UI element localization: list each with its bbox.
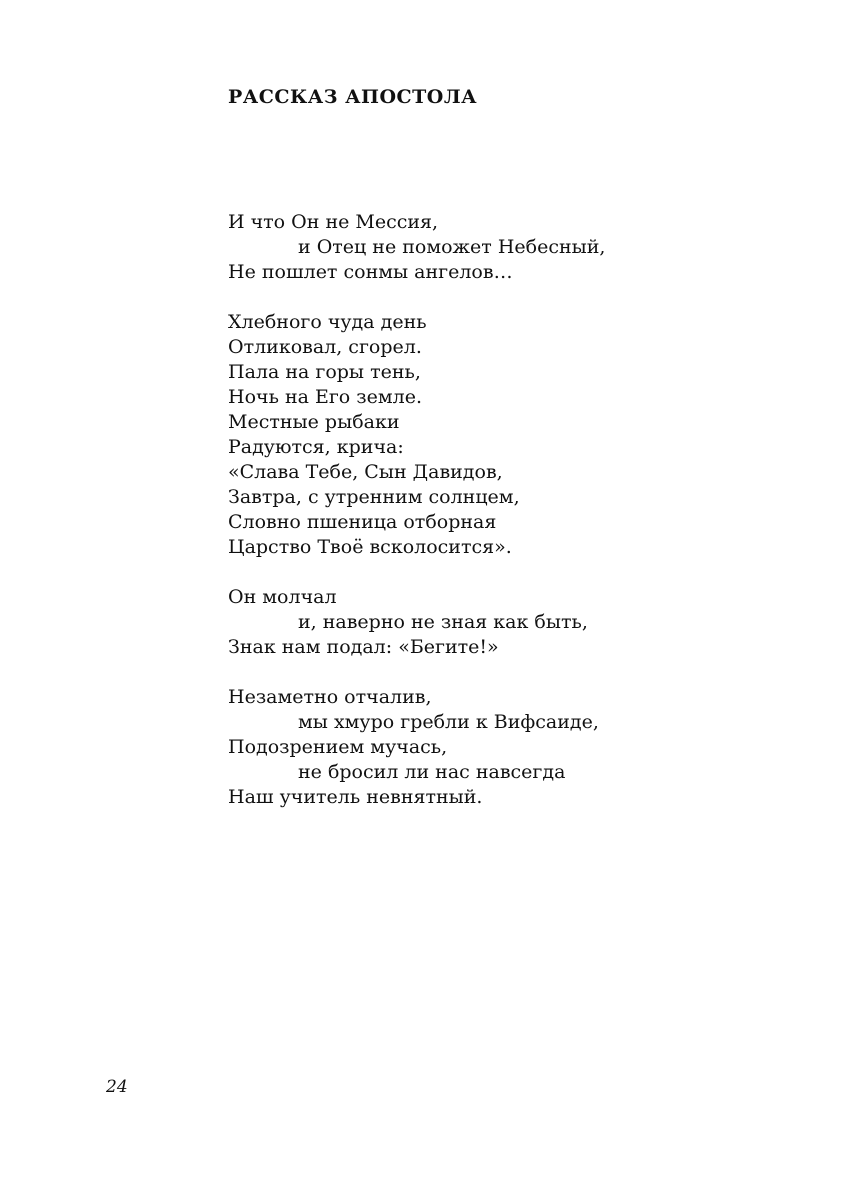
poem-line: Царство Твоё всколосится».	[228, 536, 512, 558]
poem-line: не бросил ли нас навсегда	[298, 761, 566, 783]
poem-line: Хлебного чуда день	[228, 311, 427, 333]
poem-line: и Отец не поможет Небесный,	[298, 236, 606, 258]
poem-line: Незаметно отчалив,	[228, 686, 432, 708]
poem-line: «Слава Тебе, Сын Давидов,	[228, 461, 503, 483]
poem-line: Радуются, крича:	[228, 436, 404, 458]
poem-line: Пала на горы тень,	[228, 361, 421, 383]
poem-line: Отликовал, сгорел.	[228, 336, 422, 358]
stanza	[228, 685, 788, 810]
poem	[228, 210, 788, 835]
poem-line: и, наверно не зная как быть,	[298, 611, 588, 633]
poem-line: Словно пшеница отборная	[228, 511, 497, 533]
poem-line: Подозрением мучась,	[228, 736, 448, 758]
page-number: 24	[106, 1077, 128, 1097]
poem-line: мы хмуро гребли к Вифсаиде,	[298, 711, 599, 733]
poem-line: И что Он не Мессия,	[228, 211, 439, 233]
stanza	[228, 310, 788, 560]
poem-line: Завтра, с утренним солнцем,	[228, 486, 520, 508]
poem-line: Он молчал	[228, 586, 337, 608]
stanza	[228, 210, 788, 285]
poem-line: Наш учитель невнятный.	[228, 786, 483, 808]
stanza	[228, 585, 788, 660]
poem-line: Ночь на Его земле.	[228, 386, 423, 408]
page-title: РАССКАЗ АПОСТОЛА	[228, 86, 478, 108]
poem-line: Местные рыбаки	[228, 411, 400, 433]
poem-line: Не пошлет сонмы ангелов…	[228, 261, 513, 283]
poem-line: Знак нам подал: «Бегите!»	[228, 636, 499, 658]
